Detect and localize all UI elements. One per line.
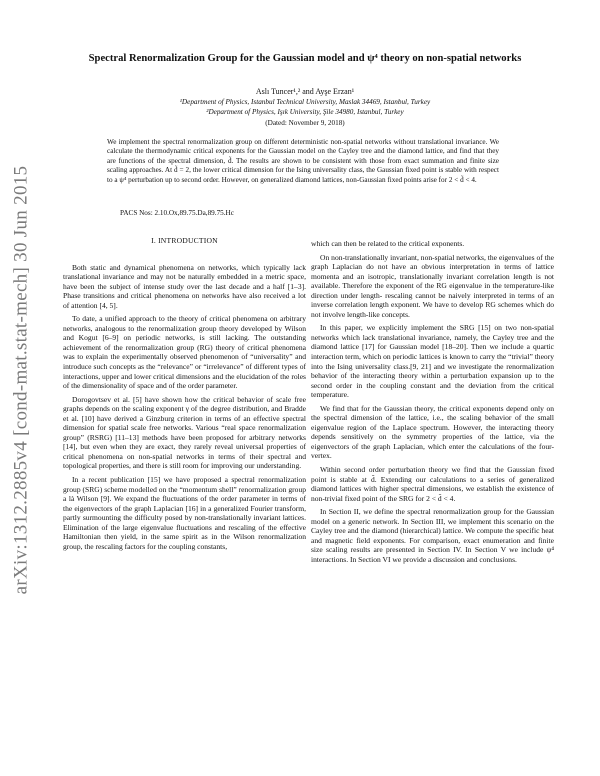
arxiv-stamp [6,160,36,600]
arxiv-identifier[interactable]: arXiv:1312.2885v4 [cond-mat.stat-mech] 30 Jun 2015 [10,165,32,595]
paragraph: On non-translationally invariant, non-spatial networks, the eigenvalues of the graph Laplacian do not have an obvious interpretation in terms of lattice momenta and an isotropic, translationally invariant correlation length is not available. Therefore the exponent of the RG eigenvalue in the temperature-like direction under length- rescaling cannot be naively interpreted in terms of an inverse correlation length exponent. We have to develop RG schemes which do not involve length-like concepts. [311,252,554,319]
affiliation-2: ²Department of Physics, Işık University, Şile 34980, Istanbul, Turkey [206,108,404,116]
left-column [63,236,306,555]
paragraph: To date, a unified approach to the theory of critical phenomena on arbitrary networks, analogous to the renormalization group theory developed by Wilson and Kogut [6–9] on periodic networks, is still lacking. The outstanding achievement of the renormalization group (RG) theory of critical phenomena was to explain the experimentally observed phenomenon of “universality” and introduce such concepts as the “relevance” or “irrelevance” of different types of interactions, upper and lower critical dimensions and the elucidation of the roles of the dimensionality of space and of the order parameter. [63,314,306,391]
paragraph: Both static and dynamical phenomena on networks, which typically lack translational invariance and may not be naturally embedded in a metric space, have been the subject of intense study over the last decade and a half [1–3]. Phase transitions and critical phenomena on networks have also received a lot of attention [4, 5]. [63,262,306,310]
affiliation-1: ¹Department of Physics, Istanbul Technical University, Maslak 34469, Istanbul, Turkey [179,98,431,106]
paragraph: We find that for the Gaussian theory, the critical exponents depend only on the spectral dimension of the lattice, i.e., the scaling behavior of the small eigenvalue region of the Laplace spectrum. However, the interacting theory depends sensitively on the symmetry properties of the lattice, via the eigenvectors of the graph Laplacian, which enter the calculations of the four-vertex. [311,403,554,461]
date-line: (Dated: November 9, 2018) [265,119,345,127]
paragraph: In Section II, we define the spectral renormalization group for the Gaussian model on a generic network. In Section III, we implement this scenario on the Cayley tree and the diamond (hierarchical) lattice. We compute the specific heat and magnetic field exponents. For comparison, exact enumeration and finite size scaling results are presented in Section IV. In Section V we include ψ⁴ interactions. In Section VI we provide a discussion and conclusions. [311,507,554,564]
paragraph: which can then be related to the critical exponents. [311,239,465,248]
author-list: Aslı Tuncer¹,² and Ayşe Erzan¹ [255,87,355,96]
paragraph: In a recent publication [15] we have proposed a spectral renormalization group (SRG) scheme modelled on the “momentum shell” renormalization group a là Wilson [9]. We expand the fluctuations of the order parameter in terms of the eigenvectors of the graph Laplacian [16] in a generalized Fourier transform, partly surmounting the difficulty posed by non-translationally invariant lattices. Elimination of the large eigenvalue fluctuations and rescaling of the effective Hamiltonian then yield, in the same spirit as in the Wilson renormalization group, the rescaling factors for the coupling constants, [63,475,306,551]
paragraph: Within second order perturbation theory we find that the Gaussian fixed point is stable at d̃. Extending our calculations to a series of generalized diamond lattices with higher spectral dimensions, we establish the existence of non-trivial fixed point of the SRG for 2 < d̃ < 4. [311,465,554,503]
paragraph: In this paper, we explicitly implement the SRG [15] on two non-spatial networks which lack translational invariance, namely, the Cayley tree and the diamond lattice [17] for Gaussian model [18–20]. Then we include a quartic interaction term, which on periodic lattices is known to carry the “trivial” theory into the Ising universality class.[9, 21] and we investigate the renormalization behavior of the interacting theory within a perturbation expansion up to the second order in the coupling constant and the deviation from the critical temperature. [311,323,554,400]
paragraph: Dorogovtsev et al. [5] have shown how the critical behavior of scale free graphs depends on the scaling exponent γ of the degree distribution, and Bradde et al. [10] have derived a Ginzburg criterion in terms of an effective spectral dimension for spatial scale free networks. Various “real space renormalization group” (RSRG) [11–13] methods have been proposed for arbitrary networks [14], but even when they are exact, they rarely reveal universal properties of critical phenomena on non-spatial networks in terms of their spectral and topological properties, and there is still room for improving our understanding. [63,394,306,471]
right-column [311,239,554,569]
paper-title: Spectral Renormalization Group for the Gaussian model and ψ⁴ theory on non-spatial networks [88,53,522,64]
section-heading-introduction: I. INTRODUCTION [151,236,218,245]
abstract: We implement the spectral renormalization group on different deterministic non-spatial networks without translational invariance. We calculate the thermodynamic critical exponents for the Gaussian model on the Cayley tree and the diamond lattice, and find that they are functions of the spectral dimension, d̃. The results are shown to be consistent with those from exact summation and finite size scaling approaches. At d̃ = 2, the lower critical dimension for the Ising universality class, the Gaussian fixed point is stable with respect to a ψ⁴ perturbation up to second order. However, on generalized diamond lattices, non-Gaussian fixed points arise for 2 < d̃ < 4. [107,138,499,184]
pacs-numbers: PACS Nos: 2.10.Ox,89.75.Da,89.75.Hc [120,209,234,217]
